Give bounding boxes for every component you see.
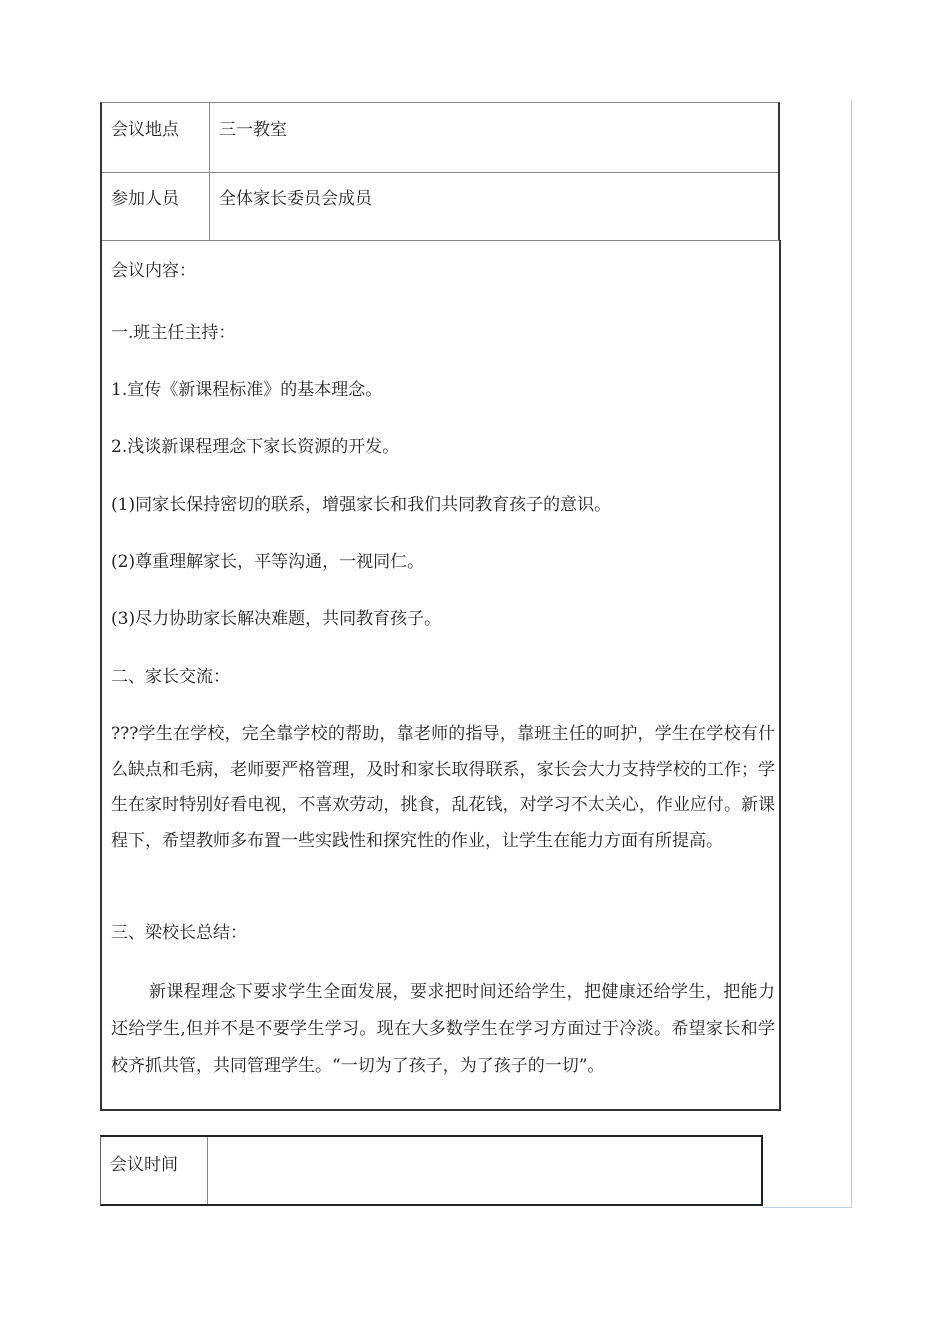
time-row <box>100 1135 763 1206</box>
time-label: 会议时间 <box>101 1137 208 1204</box>
sub-item-3: (3)尽力协助家长解决难题，共同教育孩子。 <box>111 609 442 629</box>
section2-text: ???学生在学校，完全靠学校的帮助，靠老师的指导，靠班主任的呵护，学生在学校有什么缺点和毛病，老师要严格管理，及时和家长取得联系，家长会大力支持学校的工作；学生在家时特别好看电视，不喜欢劳动，挑食，乱花钱，对学习不太关心，作业应付。新课程下，希望教师多布置一些实践性和探究性的作业，让学生在能力方面有所提高。 <box>111 724 775 851</box>
location-row <box>100 102 780 173</box>
page-guide-line-bottom <box>762 1207 852 1208</box>
sub-item-1: (1)同家长保持密切的联系，增强家长和我们共同教育孩子的意识。 <box>111 495 612 515</box>
item-1: 1.宣传《新课程标准》的基本理念。 <box>111 380 383 400</box>
attendees-value: 全体家长委员会成员 <box>219 189 372 209</box>
content-heading: 会议内容： <box>111 261 196 281</box>
attendees-label: 参加人员 <box>102 172 210 240</box>
location-label: 会议地点 <box>102 103 210 172</box>
section2-title: 二、家长交流： <box>111 667 230 687</box>
page-guide-line <box>851 100 852 1208</box>
section3-title: 三、梁校长总结： <box>111 923 247 943</box>
location-value: 三一教室 <box>219 120 287 140</box>
attendees-row <box>100 172 780 241</box>
sub-item-2: (2)尊重理解家长，平等沟通，一视同仁。 <box>111 552 425 572</box>
section1-title: 一.班主任主持： <box>111 323 236 343</box>
meeting-content-cell <box>100 240 781 1111</box>
section3-text: 新课程理念下要求学生全面发展，要求把时间还给学生，把健康还给学生，把能力还给学生,但并不是不要学生学习。现在大多数学生在学习方面过于冷淡。希望家长和学校齐抓共管，共同管理学生。“一切为了孩子，为了孩子的一切”。 <box>111 982 775 1076</box>
item-2: 2.浅谈新课程理念下家长资源的开发。 <box>111 437 400 457</box>
